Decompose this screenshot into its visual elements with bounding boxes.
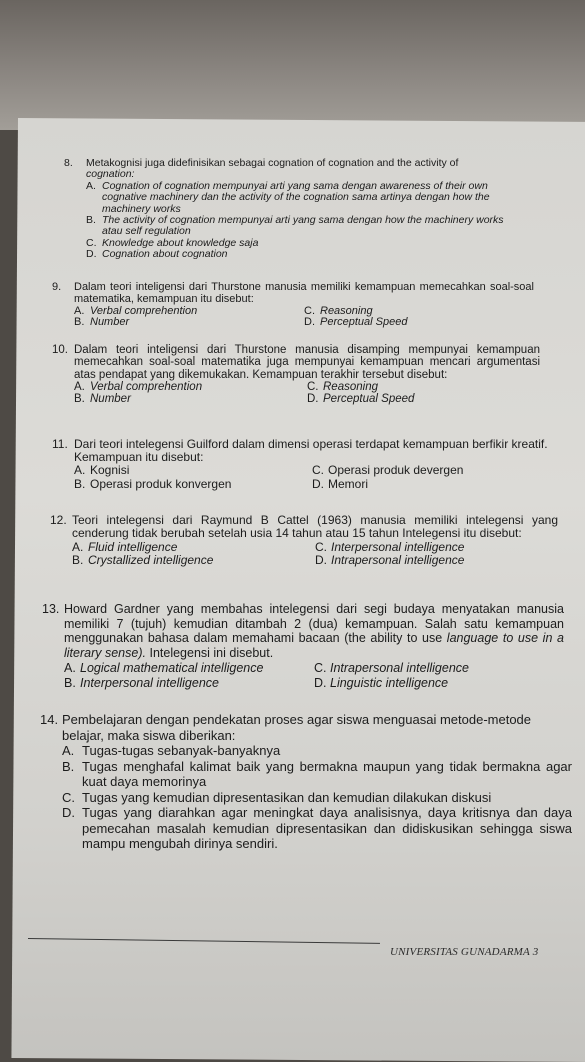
option-c: C. Interpersonal intelligence xyxy=(315,539,465,554)
question-9 xyxy=(52,282,534,329)
option-c: C. Tugas yang kemudian dipresentasikan dan kemudian dilakukan diskusi xyxy=(62,789,492,805)
option-d: D. Tugas yang diarahkan agar meningkat daya analisisnya, daya kritisnya dan daya pemecahan masalah kemudian dipresentasikan dan didiskusikan sehingga siswa mampu mengubah dirinya sendiri. xyxy=(62,805,572,851)
options xyxy=(50,541,558,568)
question-number: 13. xyxy=(42,602,60,616)
question-number: 10. xyxy=(52,344,68,356)
option-d: D. Linguistic intelligence xyxy=(314,675,449,690)
question-number: 11. xyxy=(52,437,68,451)
option-d: D. Memori xyxy=(312,476,369,491)
question-stem: Howard Gardner yang membahas intelegensi dari segi budaya menyatakan manusia memiliki 7 (tujuh) kemudian ditambah 2 (dua) kemampuan. Salah satu kemampuan menggunakan bahasa dalam memahami bacaan (the ability to use language to use in a literary sense). Intelegensi ini disebut. xyxy=(64,602,564,661)
option-a: A. Tugas-tugas sebanyak-banyaknya xyxy=(62,743,281,758)
option-c: C. Knowledge about knowledge saja xyxy=(86,236,259,249)
question-number: 9. xyxy=(52,281,62,293)
question-11 xyxy=(52,438,550,491)
question-13 xyxy=(42,602,564,690)
options xyxy=(52,306,534,330)
option-b: B. Tugas menghafal kalimat baik yang bermakna maupun yang tidak bermakna agar kuat daya memorinya xyxy=(62,758,572,789)
option-a: A. Fluid intelligence xyxy=(72,539,178,554)
option-b: B. Interpersonal intelligence xyxy=(64,675,219,690)
options xyxy=(42,661,564,690)
options xyxy=(52,464,550,490)
option-d: D. Intrapersonal intelligence xyxy=(315,553,465,568)
option-c: C. Reasoning xyxy=(304,304,373,317)
option-a: A. Verbal comprehention xyxy=(74,304,198,317)
option-a: A. Cognation of cognation mempunyai arti yang sama dengan awareness of their own cognative machinery dan the activity of the cognation sama artinya dengan how the machinery works xyxy=(86,179,490,215)
option-d: D. Cognation about cognation xyxy=(86,248,228,261)
page-footer: UNIVERSITAS GUNADARMA 3 xyxy=(390,946,539,958)
footer-rule xyxy=(28,938,380,944)
option-c: C. Intrapersonal intelligence xyxy=(314,660,469,675)
question-stem: Teori intelegensi dari Raymund B Cattel (1963) manusia memiliki intelegensi yang cenderung tidak berubah setelah usia 14 tahun atau 15 tahun Intelegensi itu disebut: xyxy=(72,513,558,541)
option-a: A. Logical mathematical intelligence xyxy=(64,660,264,675)
question-stem: Dalam teori inteligensi dari Thurstone manusia memiliki kemampuan memecahkan soal-soal matematika, kemampuan itu disebut: xyxy=(74,281,534,305)
option-b: B. Number xyxy=(74,393,131,406)
option-c: C. Operasi produk devergen xyxy=(312,463,464,478)
question-stem: Dari teori intelegensi Guilford dalam dimensi operasi terdapat kemampuan berfikir kreatif. Kemampuan itu disebut: xyxy=(74,437,548,465)
option-c: C. Reasoning xyxy=(307,380,378,393)
option-b: B. Crystallized intelligence xyxy=(72,553,214,568)
option-d: D. Perceptual Speed xyxy=(307,393,415,406)
option-b: B. Number xyxy=(74,316,130,329)
question-number: 12. xyxy=(50,513,67,527)
options xyxy=(52,381,540,406)
option-b: B. Operasi produk konvergen xyxy=(74,476,232,491)
option-d: D. Perceptual Speed xyxy=(304,316,408,329)
question-10 xyxy=(52,344,540,405)
question-14 xyxy=(40,712,572,852)
question-number: 8. xyxy=(64,157,73,169)
question-stem: Dalam teori inteligensi dari Thurstone manusia disamping mempunyai kemampuan memecahkan soal-soal matematika juga mempunyai kemampuan mencari argumentasi atas pendapat yang dikemukakan. Kemampuan terakhir tersebut disebut: xyxy=(74,344,540,381)
question-stem: Pembelajaran dengan pendekatan proses agar siswa menguasai metode-metode belajar, maka siswa diberikan: xyxy=(62,712,532,743)
option-b: B. The activity of cognation mempunyai arti yang sama dengan how the machinery works atau self regulation xyxy=(86,214,504,238)
question-8 xyxy=(64,158,524,261)
question-number: 14. xyxy=(40,712,59,727)
question-12 xyxy=(50,514,558,568)
option-a: A. Kognisi xyxy=(74,463,130,478)
question-stem-cont: cognation: xyxy=(86,168,135,181)
question-stem: Metakognisi juga didefinisikan sebagai cognation of cognation and the activity of xyxy=(86,157,459,169)
option-a: A. Verbal comprehention xyxy=(74,380,203,393)
